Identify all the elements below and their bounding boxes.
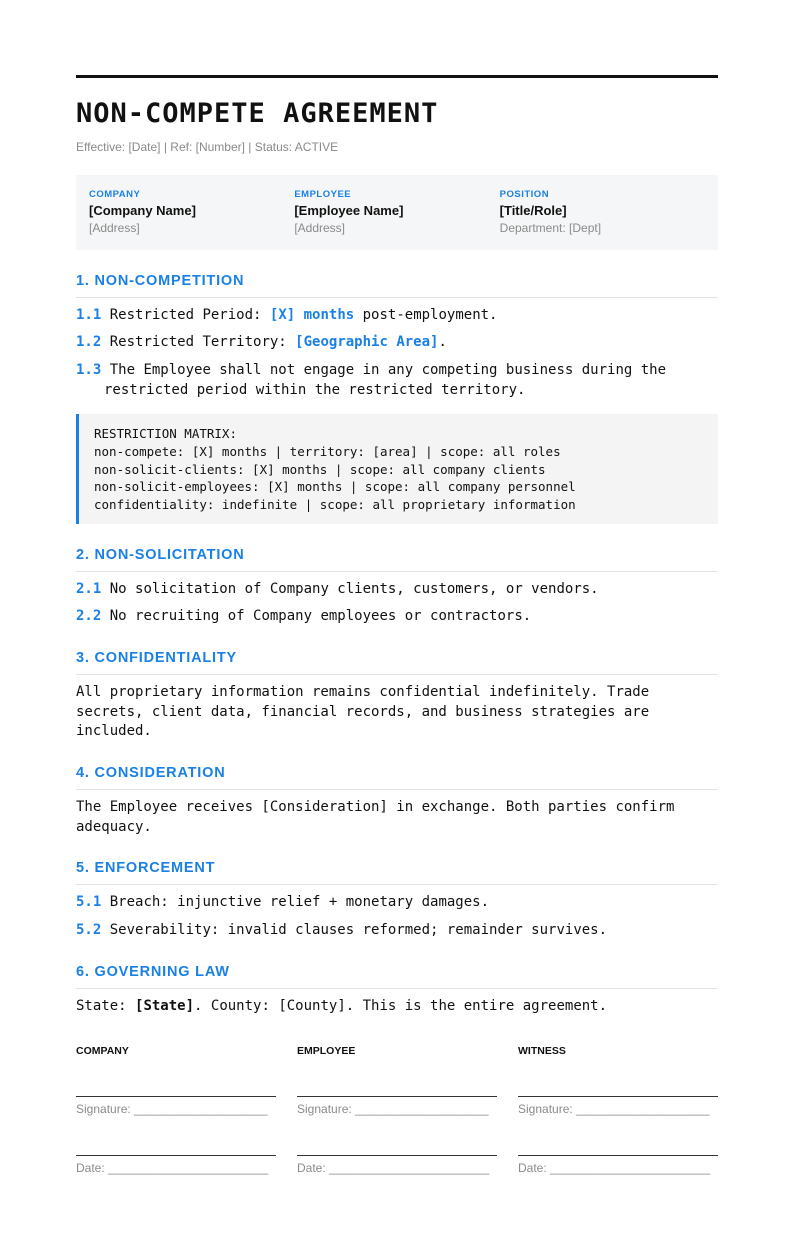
paragraph-line: The Employee receives [Consideration] in exchange. Both parties confirm (76, 799, 675, 815)
clause-1-3 (76, 361, 718, 400)
party-address: [Address] (89, 221, 140, 235)
section-heading-consideration: 4. CONSIDERATION (76, 765, 718, 790)
signature-block-employee (297, 1045, 497, 1175)
party-name: [Title/Role] (499, 203, 567, 218)
clause-2-2 (76, 607, 718, 627)
matrix-line: non-solicit-employees: [X] months | scope: all company personnel (94, 479, 576, 495)
paragraph-text: . County: [County]. This is the entire agreement. (194, 998, 608, 1014)
clause-text: Restricted Period: (109, 307, 270, 323)
clause-1-1 (76, 306, 718, 326)
clause-text: Restricted Territory: (109, 334, 296, 350)
clause-1-2 (76, 333, 718, 353)
signature-field[interactable]: Signature: ____________________ (76, 1102, 268, 1116)
matrix-line: RESTRICTION MATRIX: (94, 426, 237, 441)
party-company (89, 189, 294, 250)
paragraph-line: All proprietary information remains confidential indefinitely. Trade (76, 684, 650, 700)
clause-text: . (438, 334, 447, 350)
section-heading-non-competition: 1. NON-COMPETITION (76, 273, 718, 298)
clause-highlight: [X] months (269, 307, 355, 323)
paragraph-line: included. (76, 723, 152, 739)
section-heading-governing-law: 6. GOVERNING LAW (76, 964, 718, 989)
date-field[interactable]: Date: ________________________ (518, 1161, 711, 1175)
clause-text: restricted period within the restricted territory. (104, 381, 526, 398)
signature-label: EMPLOYEE (297, 1045, 356, 1057)
clause-number: 2.1 (76, 581, 102, 597)
clause-number: 1.1 (76, 307, 102, 323)
signature-line (297, 1096, 497, 1097)
clause-text: post-employment. (354, 307, 498, 323)
governing-law-paragraph (76, 997, 718, 1017)
section-heading-confidentiality: 3. CONFIDENTIALITY (76, 650, 718, 675)
party-name: [Employee Name] (294, 203, 404, 218)
restriction-matrix (76, 414, 718, 524)
party-employee (294, 189, 499, 250)
paragraph-line: secrets, client data, financial records, and business strategies are (76, 703, 650, 720)
state-placeholder: [State] (135, 998, 195, 1014)
party-label: COMPANY (89, 189, 141, 200)
top-rule (76, 75, 718, 78)
signature-line (518, 1096, 718, 1097)
party-department: Department: [Dept] (499, 221, 602, 235)
date-field[interactable]: Date: ________________________ (76, 1161, 269, 1175)
party-address: [Address] (294, 221, 346, 235)
parties-box (76, 175, 718, 250)
clause-text: No recruiting of Company employees or contractors. (109, 608, 532, 624)
clause-text: No solicitation of Company clients, customers, or vendors. (109, 581, 599, 597)
date-line (76, 1155, 276, 1156)
signature-line (76, 1096, 276, 1097)
clause-highlight: [Geographic Area] (295, 334, 439, 350)
clause-text: Severability: invalid clauses reformed; remainder survives. (109, 922, 608, 938)
consideration-paragraph (76, 798, 718, 837)
date-line (518, 1155, 718, 1156)
party-position (500, 189, 705, 250)
signature-field[interactable]: Signature: ____________________ (518, 1102, 710, 1116)
matrix-line: non-solicit-clients: [X] months | scope: all company clients (94, 461, 546, 477)
date-field[interactable]: Date: ________________________ (297, 1161, 490, 1175)
paragraph-text: State: (76, 998, 136, 1014)
matrix-line: non-compete: [X] months | territory: [area] | scope: all roles (94, 443, 561, 459)
clause-5-2 (76, 921, 718, 941)
matrix-line: confidentiality: indefinite | scope: all proprietary information (94, 497, 576, 513)
clause-5-1 (76, 893, 718, 913)
signature-label: WITNESS (518, 1045, 566, 1057)
party-name: [Company Name] (89, 203, 196, 218)
section-heading-non-solicitation: 2. NON-SOLICITATION (76, 547, 718, 572)
signature-block-company (76, 1045, 276, 1175)
document-title: NON-COMPETE AGREEMENT (76, 98, 439, 129)
confidentiality-paragraph (76, 683, 718, 742)
clause-number: 5.2 (76, 922, 102, 938)
clause-number: 1.3 (76, 362, 102, 378)
signature-block-witness (518, 1045, 718, 1175)
paragraph-line: adequacy. (76, 818, 152, 835)
signature-label: COMPANY (76, 1045, 129, 1057)
clause-2-1 (76, 580, 718, 600)
section-heading-enforcement: 5. ENFORCEMENT (76, 860, 718, 885)
clause-number: 5.1 (76, 894, 102, 910)
clause-text: The Employee shall not engage in any competing business during the (109, 362, 667, 378)
date-line (297, 1155, 497, 1156)
clause-number: 2.2 (76, 608, 102, 624)
clause-text: Breach: injunctive relief + monetary damages. (109, 894, 490, 910)
document-meta: Effective: [Date] | Ref: [Number] | Status: ACTIVE (76, 140, 339, 154)
party-label: EMPLOYEE (294, 189, 352, 200)
signature-field[interactable]: Signature: ____________________ (297, 1102, 489, 1116)
clause-number: 1.2 (76, 334, 102, 350)
party-label: POSITION (499, 189, 550, 200)
